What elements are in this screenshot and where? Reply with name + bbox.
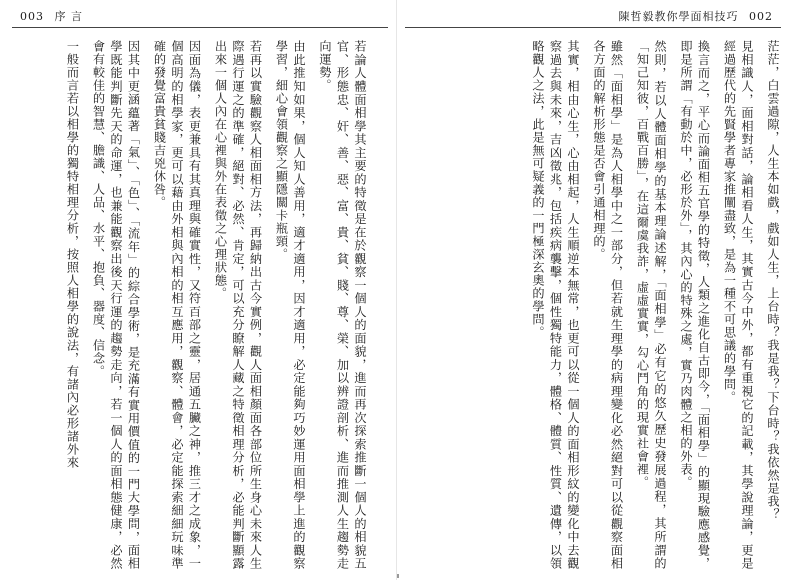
- right-page: [397, 0, 793, 580]
- right-paragraph-3: 換言而之，平心而論面相五官學的特徵，人類之進化自古即今，「面相學」的顯現驗應感覺，即是所謂「有動於中，必形於外」，其內心的特殊之處，實乃肉體之相的外表。: [679, 40, 711, 570]
- right-header-rule: [405, 27, 781, 28]
- right-paragraph-2: 見相識人，面相對話，論相看人生，其實古今中外，都有重視它的記載，其學說理論，更是經過歷代的先賢學者專家推闡盡致，是為一種不可思議的學問。: [722, 40, 754, 570]
- book-title: 陳哲毅教你學面相技巧: [618, 10, 739, 23]
- left-page-header: [14, 8, 83, 24]
- left-paragraph-6: 一般而言若以相學的獨特相理分析，按照人相學的說法，有諸內必形諸外來: [65, 40, 80, 469]
- left-paragraph-1: 若論人體面相學其主要的特徵是在於觀察一個人的面貌，進而再次探索推斷一個人的相貌五官、形態忠、奸、善、惡、富、貴、貧、賤、尊、榮、加以辨證剖析、進而推測人生趨勢走向運勢。: [318, 40, 367, 570]
- left-body-text: [16, 40, 368, 570]
- center-fold-mark: [390, 574, 406, 578]
- right-paragraph-1: 茫茫，白雲過隙，人生本如戲，戲如人生，上台時？我是我？下台時？我依然是我？: [766, 40, 780, 521]
- left-header-rule: [12, 27, 388, 28]
- left-section-title: 序 言: [54, 10, 83, 23]
- right-paragraph-5: 雖然「面相學」是為人相學中之一部分，但若就生理學的病理變化必然絕對可以從觀察面相各方面的解析形態是否會引通相理的。: [592, 40, 624, 570]
- right-paragraph-4: 然則，若以人體面相學的基本理論述解，「面相學」必有它的悠久歷史發展過程，其所謂的「知己知彼，百戰百勝」，在這爾虞我詐，虛虛實實，勾心鬥角的現實社會裡。: [635, 40, 667, 570]
- right-body-text: [405, 40, 781, 570]
- left-paragraph-2: 由此推知如果，個人知人善用，適才適用，因才適用，必定能夠巧妙運用面相學上進的觀察學習，細心會領觀察之顯隱關卡瓶頸。: [274, 40, 306, 570]
- right-paragraph-6: 其實，相由心生，心由相起，人生順逆本無常，也更可以從一個人的面相形紋的變化中去觀察過去與未來，吉凶徵兆，包括疾病襲擊，個性獨特能力，體格、體質、性質、遺傳，以領略觀人之法，此是無可疑義的一門極深玄奧的學問。: [531, 40, 580, 570]
- right-page-number: 002: [749, 10, 773, 23]
- left-page-number: 003: [20, 10, 44, 23]
- left-paragraph-5: 因其中更涵蘊著「氣」、「色」、「流年」的綜合學術，是充滿有實用價值的一門大學問，面相學既能判斷先天的命運，也兼能觀察出後天行運的趨勢走向，若一個人的面相態健康，必然會有較佳的智慧、膽識、人品、水平、抱負、器度、信念。: [91, 40, 141, 570]
- left-paragraph-4: 因面為儀，表更兼具有其真理與確實性，又符百部之靈，居通五臟之神，推三才之成象，一個高明的相學家，更可以藉由外相與內相的相互應用，觀察、體會，必定能探索細細玩味準確的發覺富貴貧賤吉兇休咎。: [152, 40, 202, 570]
- left-page: [0, 0, 396, 580]
- right-page-header: [619, 8, 780, 24]
- left-paragraph-3: 若再以實驗觀察人相面相方法，再歸納出古今實例，觀人面相顏面各部位所生身心未來人生際遇行運之的準確，絕對、必然、肯定，可以充分瞭解人藏之特徵相理分析，必能判斷顯露出來一個人內在心裡與外在表徵之心理狀態。: [213, 40, 263, 570]
